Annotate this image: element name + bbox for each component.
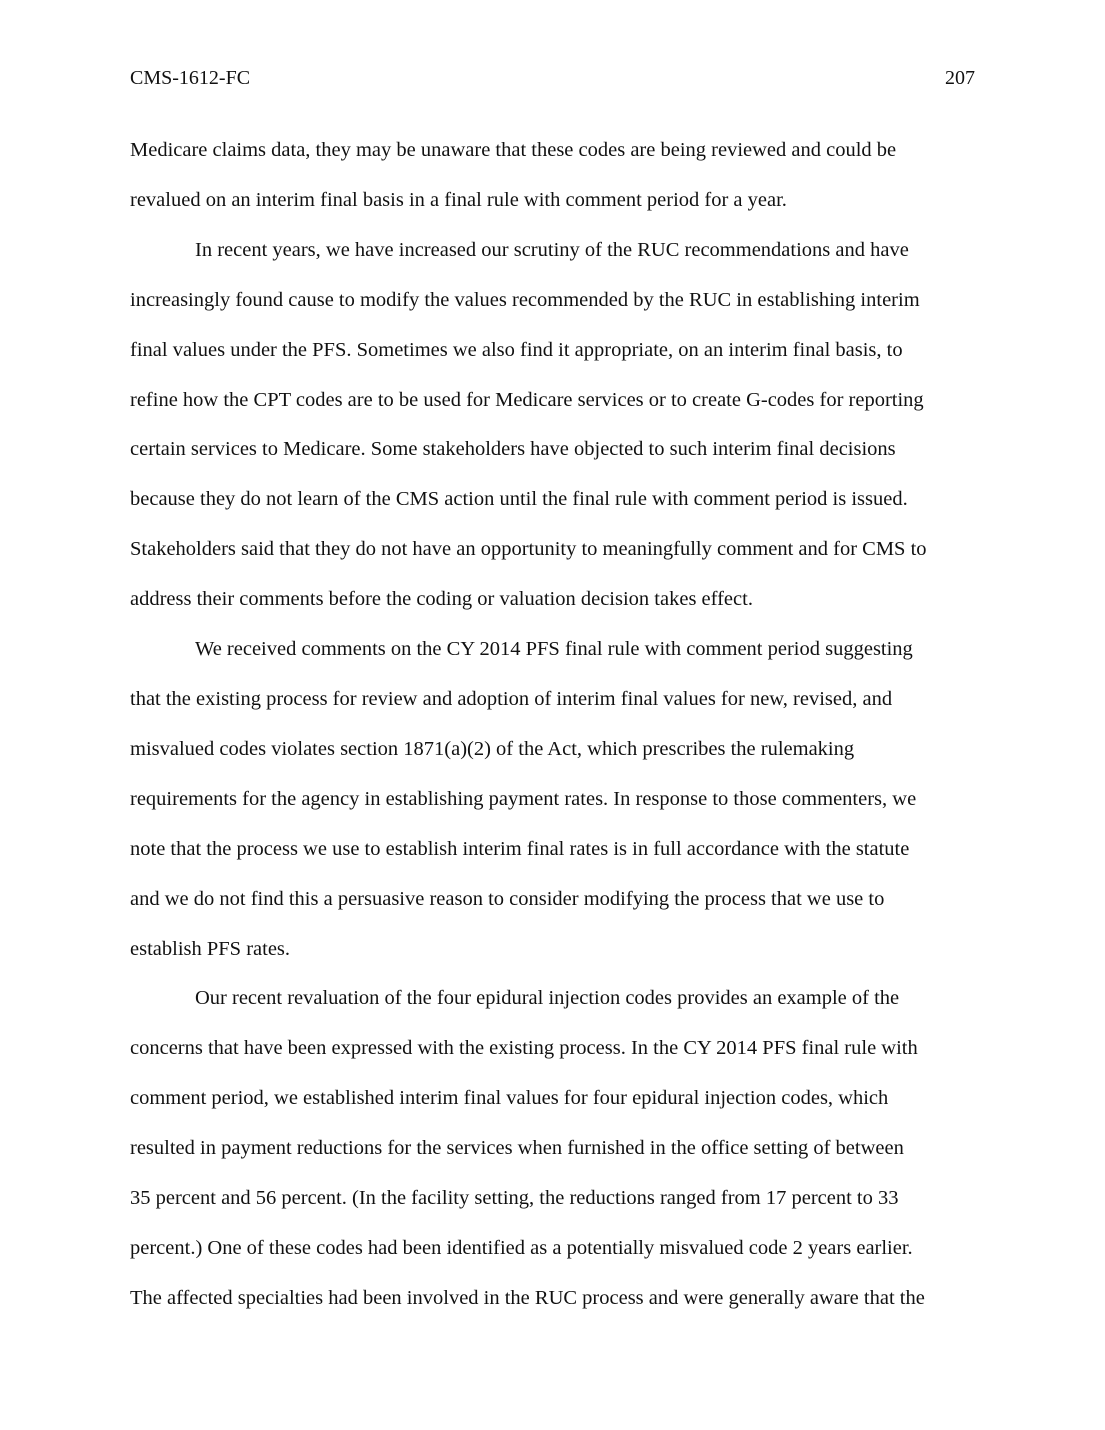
text-line: requirements for the agency in establishing payment rates. In response to those commenters, we [130,787,917,810]
paragraph [130,974,975,1323]
text-line: note that the process we use to establish interim final rates is in full accordance with the statute [130,837,910,860]
body-text [130,126,975,1324]
document-id: CMS-1612-FC [130,67,251,89]
paragraph [130,126,975,226]
text-line: Our recent revaluation of the four epidural injection codes provides an example of the [195,987,900,1010]
text-line: because they do not learn of the CMS action until the final rule with comment period is issued. [130,488,908,511]
text-line: refine how the CPT codes are to be used for Medicare services or to create G-codes for reporting [130,388,924,411]
text-line: certain services to Medicare. Some stakeholders have objected to such interim final decisions [130,438,896,461]
text-line: that the existing process for review and adoption of interim final values for new, revised, and [130,687,893,710]
text-line: and we do not find this a persuasive reason to consider modifying the process that we use to [130,887,885,910]
text-line: comment period, we established interim final values for four epidural injection codes, which [130,1087,889,1110]
text-line: concerns that have been expressed with the existing process. In the CY 2014 PFS final rule with [130,1037,918,1060]
page-number: 207 [945,67,975,89]
text-line: address their comments before the coding or valuation decision takes effect. [130,588,753,611]
text-line: We received comments on the CY 2014 PFS final rule with comment period suggesting [195,638,913,661]
paragraph [130,625,975,974]
text-line: misvalued codes violates section 1871(a)(2) of the Act, which prescribes the rulemaking [130,737,855,760]
text-line: 35 percent and 56 percent. (In the facility setting, the reductions ranged from 17 percent to 33 [130,1187,899,1210]
text-line: percent.) One of these codes had been identified as a potentially misvalued code 2 years earlier. [130,1236,913,1259]
text-line: In recent years, we have increased our scrutiny of the RUC recommendations and have [195,238,909,261]
text-line: resulted in payment reductions for the services when furnished in the office setting of between [130,1137,904,1160]
text-line: increasingly found cause to modify the values recommended by the RUC in establishing interim [130,288,920,311]
text-line: final values under the PFS. Sometimes we also find it appropriate, on an interim final basis, to [130,338,903,361]
text-line: establish PFS rates. [130,937,291,960]
text-line: The affected specialties had been involved in the RUC process and were generally aware that the [130,1286,925,1309]
text-line: revalued on an interim final basis in a final rule with comment period for a year. [130,188,787,211]
text-line: Medicare claims data, they may be unaware that these codes are being reviewed and could be [130,139,897,161]
paragraph [130,226,975,625]
text-line: Stakeholders said that they do not have an opportunity to meaningfully comment and for CMS to [130,538,927,561]
